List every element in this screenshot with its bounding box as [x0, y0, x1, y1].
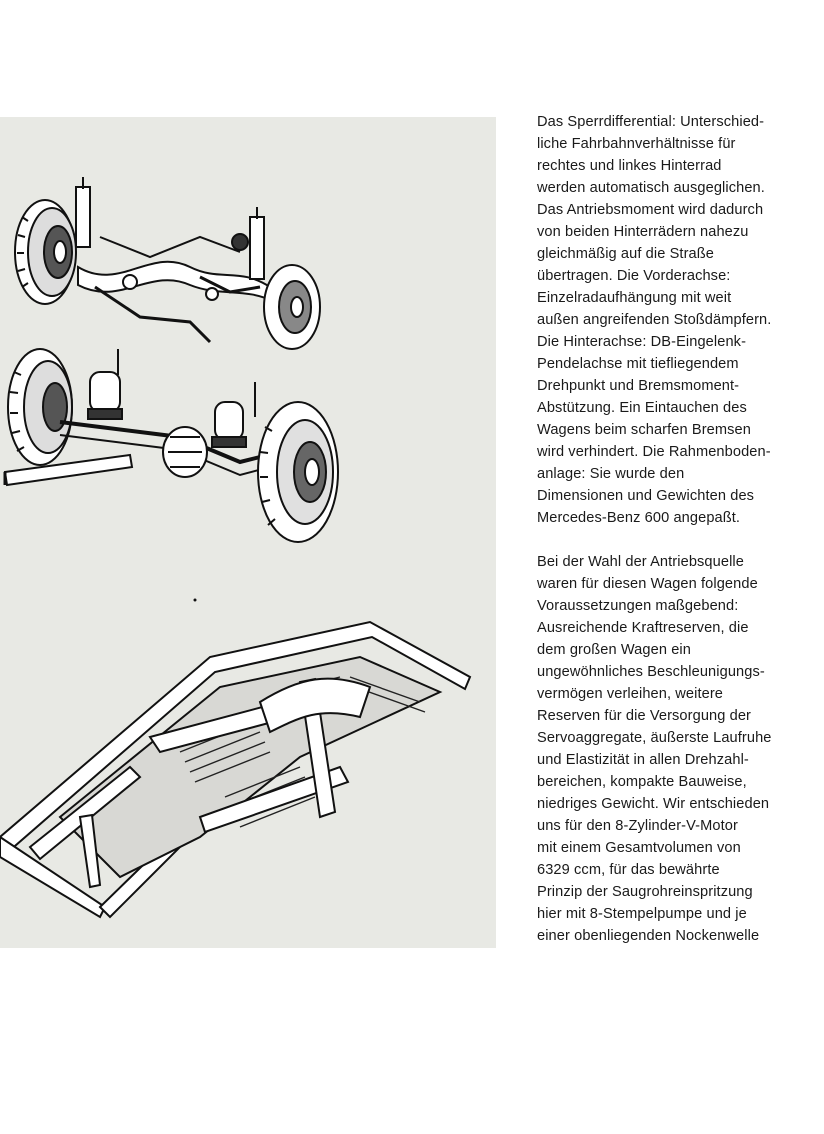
text-line: hier mit 8-Stempelpumpe und je	[537, 906, 747, 922]
text-line: Ausreichende Kraftreserven, die	[537, 620, 749, 636]
text-line: Wagens beim scharfen Bremsen	[537, 422, 751, 438]
chassis-illustration	[0, 117, 496, 948]
text-line: wird verhindert. Die Rahmenboden-	[537, 444, 771, 460]
text-line: Dimensionen und Gewichten des	[537, 488, 755, 504]
text-line: Mercedes-Benz 600 angepaßt.	[537, 510, 741, 526]
text-line: gleichmäßig auf die Straße	[537, 246, 714, 262]
floor-pan-drawing	[0, 622, 470, 917]
text-line: Reserven für die Versorgung der	[537, 708, 752, 724]
text-line: Die Hinterachse: DB-Eingelenk-	[537, 334, 747, 350]
text-line: uns für den 8-Zylinder-V-Motor	[537, 818, 738, 834]
text-line: 6329 ccm, für das bewährte	[537, 862, 720, 878]
text-line: rechtes und linkes Hinterrad	[537, 158, 722, 174]
text-line: Das Antriebsmoment wird dadurch	[537, 202, 764, 218]
text-line: übertragen. Die Vorderachse:	[537, 268, 731, 284]
text-line: Abstützung. Ein Eintauchen des	[537, 400, 747, 416]
text-line: bereichen, kompakte Bauweise,	[537, 774, 747, 790]
text-line: Pendelachse mit tiefliegendem	[537, 356, 739, 372]
text-line: Servoaggregate, äußerste Laufruhe	[537, 730, 772, 746]
text-line: vermögen verleihen, weitere	[537, 686, 724, 702]
text-line: einer obenliegenden Nockenwelle	[537, 928, 760, 944]
text-line: Bei der Wahl der Antriebsquelle	[537, 554, 744, 570]
paragraph-spacer	[537, 529, 807, 551]
text-line: und Elastizität in allen Drehzahl-	[537, 752, 749, 768]
text-line: liche Fahrbahnverhältnisse für	[537, 136, 736, 152]
text-line: ungewöhnliches Beschleunigungs-	[537, 664, 765, 680]
text-line: außen angreifenden Stoßdämpfern.	[537, 312, 772, 328]
paragraph-suspension	[537, 111, 807, 529]
text-line: waren für diesen Wagen folgende	[537, 576, 758, 592]
body-text	[537, 111, 807, 947]
text-line: von beiden Hinterrädern nahezu	[537, 224, 749, 240]
text-line: Drehpunkt und Bremsmoment-	[537, 378, 740, 394]
illustration-panel	[0, 117, 496, 948]
text-line: mit einem Gesamtvolumen von	[537, 840, 741, 856]
text-line: anlage: Sie wurde den	[537, 466, 685, 482]
text-line: werden automatisch ausgeglichen.	[537, 180, 765, 196]
text-line: dem großen Wagen ein	[537, 642, 691, 658]
text-line: niedriges Gewicht. Wir entschieden	[537, 796, 770, 812]
text-line: Einzelradaufhängung mit weit	[537, 290, 732, 306]
text-line: Prinzip der Saugrohreinspritzung	[537, 884, 753, 900]
rear-axle-drawing	[5, 349, 338, 542]
text-line: Voraussetzungen maßgebend:	[537, 598, 739, 614]
front-axle-drawing	[15, 177, 320, 349]
text-line: Das Sperrdifferential: Unterschied-	[537, 114, 765, 130]
paragraph-engine	[537, 551, 807, 947]
